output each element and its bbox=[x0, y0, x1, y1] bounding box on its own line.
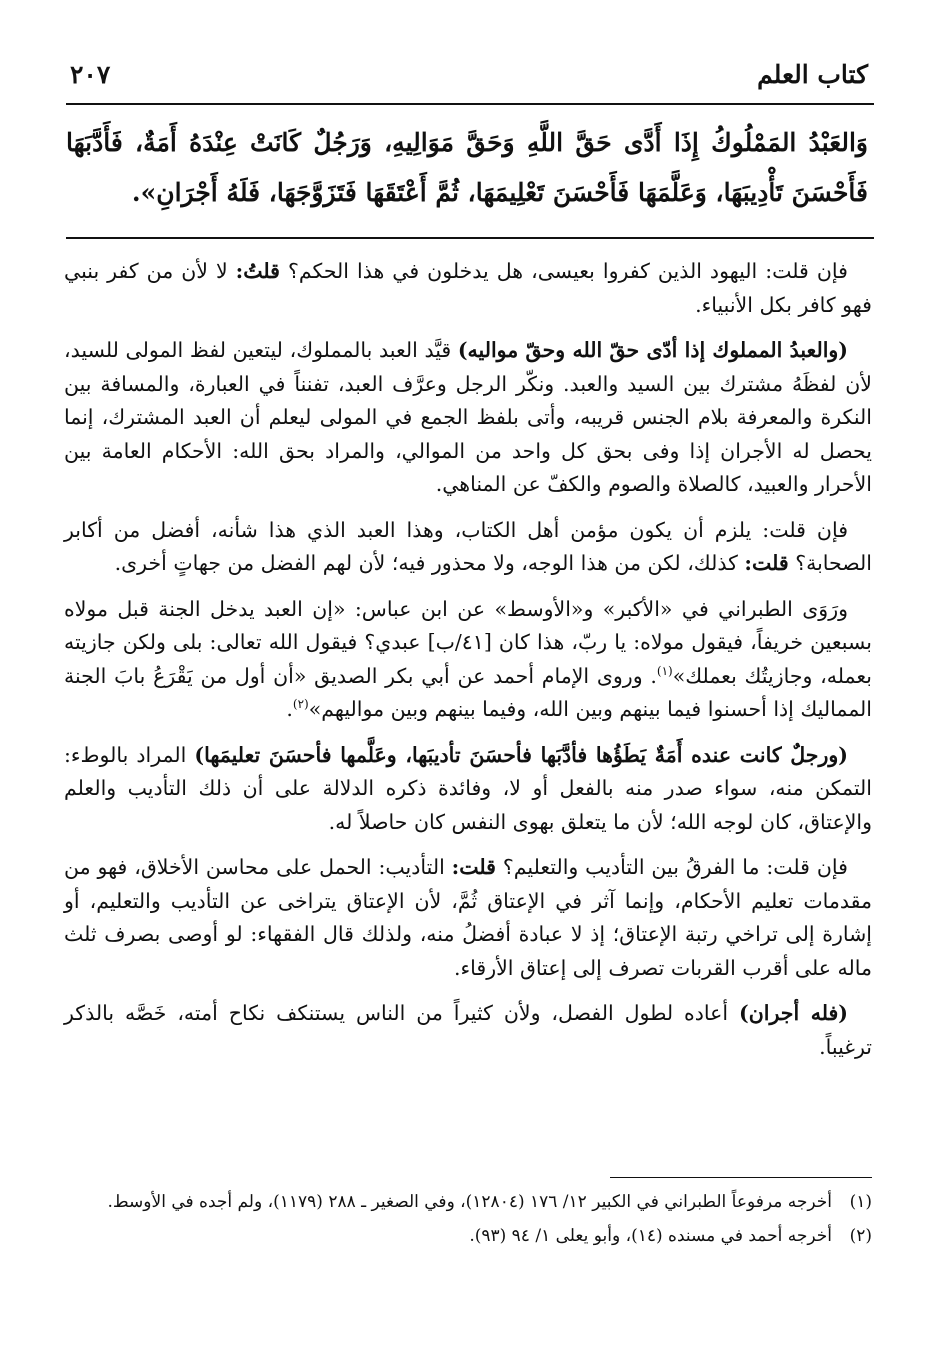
explanation-text: قيَّد العبد بالمملوك، ليتعين لفظ المولى للسيد، لأن لفظَهُ مشترك بين السيد والعبد. ونكّر الرجل وعرَّف العبد، تفنناً في العبارة، والمسافة بين النكرة والمعرفة بلام الجنس قريبه، وأتى بلفظ الجمع في المولى ليعلم أن العبد المشترك، إنما يحصل له الأجران إذا وفى بحق كل واحد من الموالي، والمراد بحق الله: الأحكام العامة بين الأحرار والعبيد، كالصلاة والصوم والكفّ عن المناهي. bbox=[64, 338, 872, 496]
page-header bbox=[70, 56, 868, 100]
question-text: فإن قلت: يلزم أن يكون مؤمن أهل الكتاب، وهذا العبد الذي هذا شأنه، أفضل من أكابر الصحابة؟ bbox=[64, 517, 872, 575]
commentary-paragraph bbox=[64, 514, 872, 581]
footnote-text: أخرجه أحمد في مسنده (١٤)، وأبو يعلى ١/ ٩٤ (٩٣). bbox=[469, 1226, 832, 1246]
footnote-ref[interactable]: (٢) bbox=[292, 697, 309, 712]
quoted-hadith-phrase: (ورجلٌ كانت عنده أَمَةٌ يَطَؤُها فأدَّبَها فأحسَنَ تأديبَها، وعَلَّمها فأحسَنَ تعليمَها) bbox=[194, 742, 848, 767]
quoted-hadith-phrase: (فله أجران) bbox=[739, 1001, 848, 1025]
commentary-paragraph bbox=[64, 739, 872, 840]
question-text: فإن قلت: اليهود الذين كفروا بعيسى، هل يدخلون في هذا الحكم؟ bbox=[287, 259, 848, 283]
answer-marker: قلت: bbox=[744, 551, 789, 575]
commentary-paragraph bbox=[64, 593, 872, 727]
answer-text: كذلك، لكن من هذا الوجه، ولا محذور فيه؛ لأن لهم الفضل من جهاتٍ أخرى. bbox=[114, 551, 738, 575]
footnote-ref[interactable]: (١) bbox=[656, 663, 673, 678]
narration-text: ورَوَى الطبراني في «الأكبر» و«الأوسط» عن ابن عباس: «إن العبد يدخل الجنة قبل مولاه بسبعين خريفاً، فيقول مولاه: يا ربّ، هذا كان [٤١/ب] عبدي؟ فيقول الله تعالى: بلى ولكن جازيته بعمله، وجازيتُك بعملك» bbox=[64, 596, 873, 688]
answer-marker: قلت: bbox=[451, 855, 496, 879]
header-rule bbox=[66, 103, 874, 105]
answer-text: التأديب: الحمل على محاسن الأخلاق، فهو من مقدمات تعليم الأحكام، وإنما آثر في الإعتاق ثُمَّ، لأن الإعتاق يتراخى عن التأديب والتعليم، أو إشارة إلى تراخي رتبة الإعتاق؛ إذ لا عبادة أفضلُ منه، ولذلك قال الفقهاء: لو أوصى بصرف ثلث ماله على أقرب القربات تصرف إلى إعتاق الأرقاء. bbox=[64, 855, 872, 980]
question-text: فإن قلت: ما الفرقُ بين التأديب والتعليم؟ bbox=[502, 855, 848, 879]
footnote-rule bbox=[610, 1177, 872, 1178]
commentary-paragraph bbox=[64, 851, 872, 985]
footnote-item bbox=[64, 1222, 872, 1250]
quoted-hadith-phrase: (والعبدُ المملوك إذا أدّى حقّ الله وحقّ مواليه) bbox=[457, 338, 848, 362]
footnote-text: أخرجه مرفوعاً الطبراني في الكبير ١٢/ ١٧٦ (١٢٨٠٤)، وفي الصغير ـ ٢٨٨ (١١٧٩)، ولم أجده في الأوسط. bbox=[107, 1192, 832, 1212]
commentary bbox=[64, 255, 872, 1076]
commentary-paragraph bbox=[64, 255, 872, 322]
footnote-number: (٢) bbox=[849, 1226, 872, 1246]
narration-text: . bbox=[286, 697, 293, 721]
book-title: كتاب العلم bbox=[757, 60, 868, 89]
explanation-text: أعاده لطول الفصل، ولأن كثيراً من الناس يستنكف نكاح أمته، خَصَّه بالذكر ترغيباً. bbox=[64, 1001, 872, 1059]
commentary-paragraph bbox=[64, 334, 872, 502]
answer-text: لا لأن من كفر بنبي فهو كافر بكل الأنبياء. bbox=[64, 259, 872, 317]
section-divider bbox=[66, 237, 874, 239]
hadith-text: وَالعَبْدُ المَمْلُوكُ إِذَا أَدَّى حَقَّ اللَّهِ وَحَقَّ مَوَالِيهِ، وَرَجُلٌ كَانَتْ عِنْدَهُ أَمَةٌ، فَأَدَّبَهَا فَأَحْسَنَ تَأْدِيبَهَا، وَعَلَّمَهَا فَأَحْسَنَ تَعْلِيمَهَا، ثُمَّ أَعْتَقَهَا فَتَزَوَّجَهَا، فَلَهُ أَجْرَانِ». bbox=[66, 128, 868, 207]
commentary-paragraph bbox=[64, 997, 872, 1064]
page-number: ٢٠٧ bbox=[70, 60, 111, 89]
footnotes bbox=[64, 1188, 872, 1256]
footnote-item bbox=[64, 1188, 872, 1216]
answer-marker: قلتُ: bbox=[235, 259, 280, 283]
footnote-number: (١) bbox=[849, 1192, 872, 1212]
explanation-text: المراد بالوطء: التمكن منه، سواء صدر منه بالفعل أو لا، وفائدة ذكره الدلالة على أن ذلك التأديب والعلم والإعتاق، كان لوجه الله؛ لأن ما يتعلق بهوى النفس كان حاصلاً له. bbox=[64, 742, 872, 834]
narration-text: . وروى الإمام أحمد عن أبي بكر الصديق «أن أول من يَقْرَعُ بابَ الجنة المماليك إذا أحسنوا فيما بينهم وبين الله، وفيما بينهم وبين مواليهم» bbox=[64, 663, 872, 721]
